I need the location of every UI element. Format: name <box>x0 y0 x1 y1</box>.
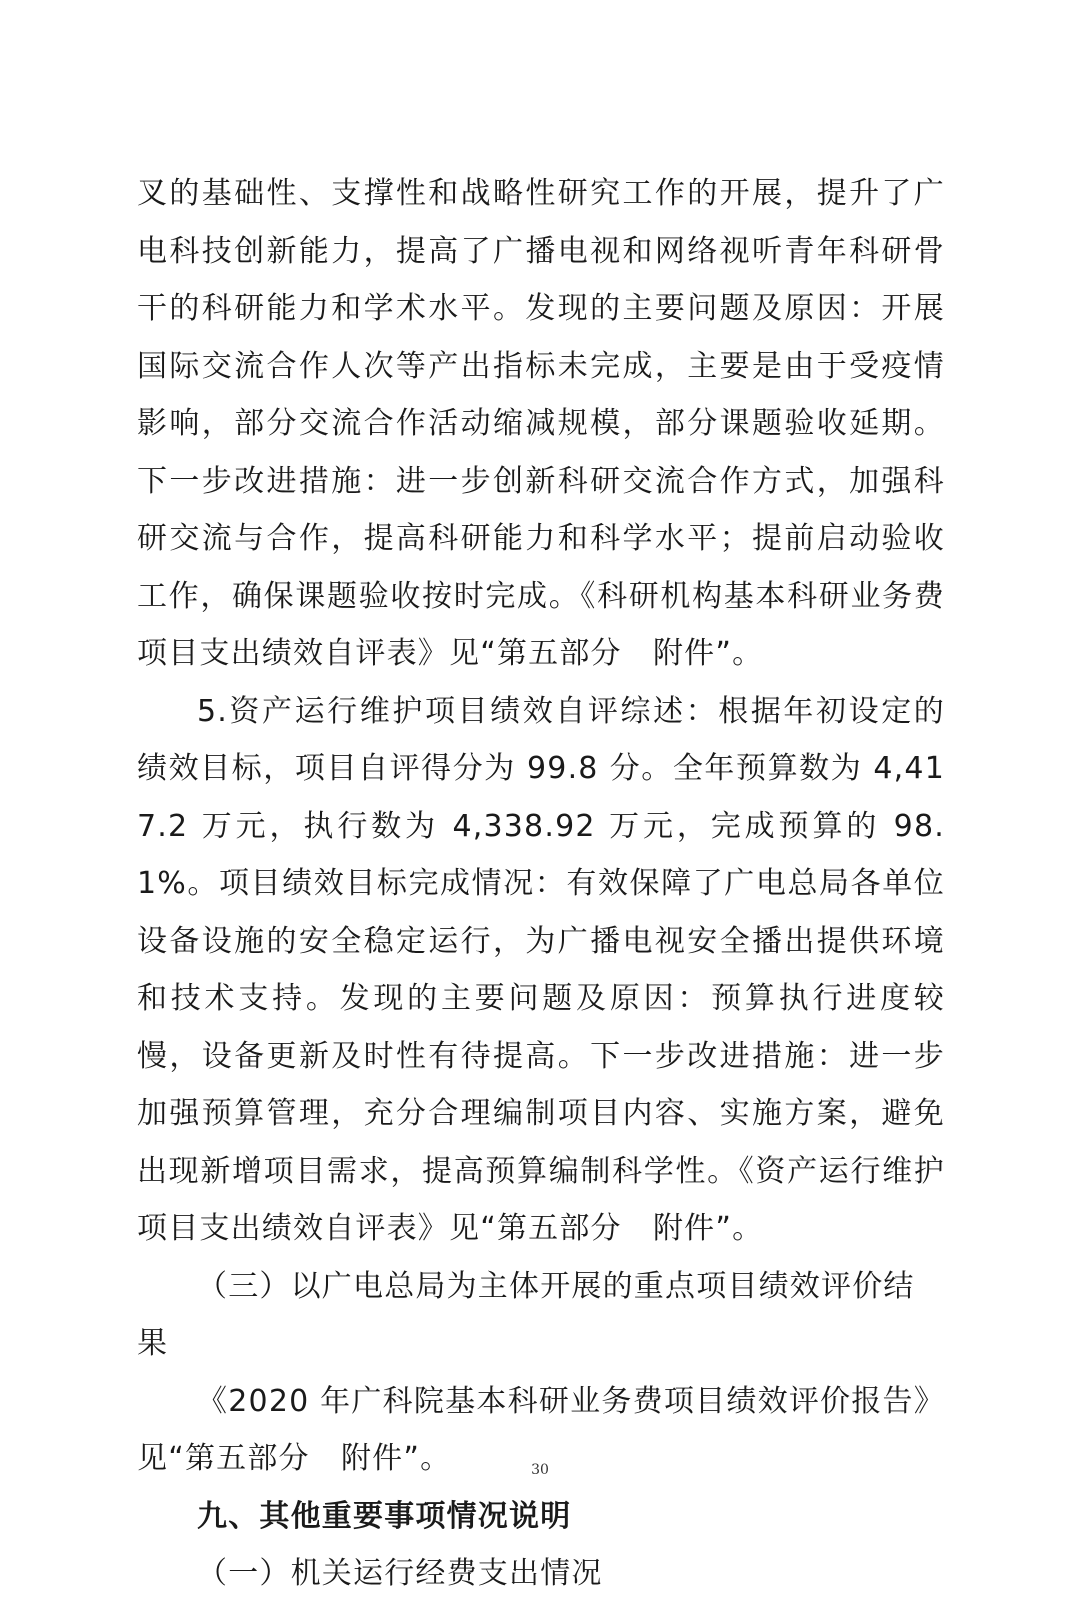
page-body <box>137 165 945 1603</box>
paragraph-research-fund-summary: 叉的基础性、支撑性和战略性研究工作的开展，提升了广电科技创新能力，提高了广播电视和网络视听青年科研骨干的科研能力和学术水平。发现的主要问题及原因：开展国际交流合作人次等产出指标未完成，主要是由于受疫情影响，部分交流合作活动缩减规模，部分课题验收延期。下一步改进措施：进一步创新科研交流合作方式，加强科研交流与合作，提高科研能力和科学水平；提前启动验收工作，确保课题验收按时完成。《科研机构基本科研业务费项目支出绩效自评表》见“第五部分 附件”。 <box>137 176 945 671</box>
paragraph-evaluation-report-reference: 《2020 年广科院基本科研业务费项目绩效评价报告》见“第五部分 附件”。 <box>137 1383 945 1476</box>
section-heading-key-project-evaluation: （三）以广电总局为主体开展的重点项目绩效评价结果 <box>137 1268 915 1361</box>
section-heading-operating-expenses: （一）机关运行经费支出情况 <box>197 1556 603 1591</box>
paragraph-asset-maintenance-summary: 5.资产运行维护项目绩效自评综述：根据年初设定的绩效目标，项目自评得分为 99.8 分。全年预算数为 4,417.2 万元，执行数为 4,338.92 万元，完成预算的 98.1%。项目绩效目标完成情况：有效保障了广电总局各单位设备设施的安全稳定运行，为广播电视安全播出提供环境和技术支持。发现的主要问题及原因：预算执行进度较慢，设备更新及时性有待提高。下一步改进措施：进一步加强预算管理，充分合理编制项目内容、实施方案，避免出现新增项目需求，提高预算编制科学性。《资产运行维护项目支出绩效自评表》见“第五部分 附件”。 <box>137 693 945 1246</box>
section-heading-other-matters: 九、其他重要事项情况说明 <box>197 1498 572 1534</box>
page-number: 30 <box>531 1462 549 1478</box>
